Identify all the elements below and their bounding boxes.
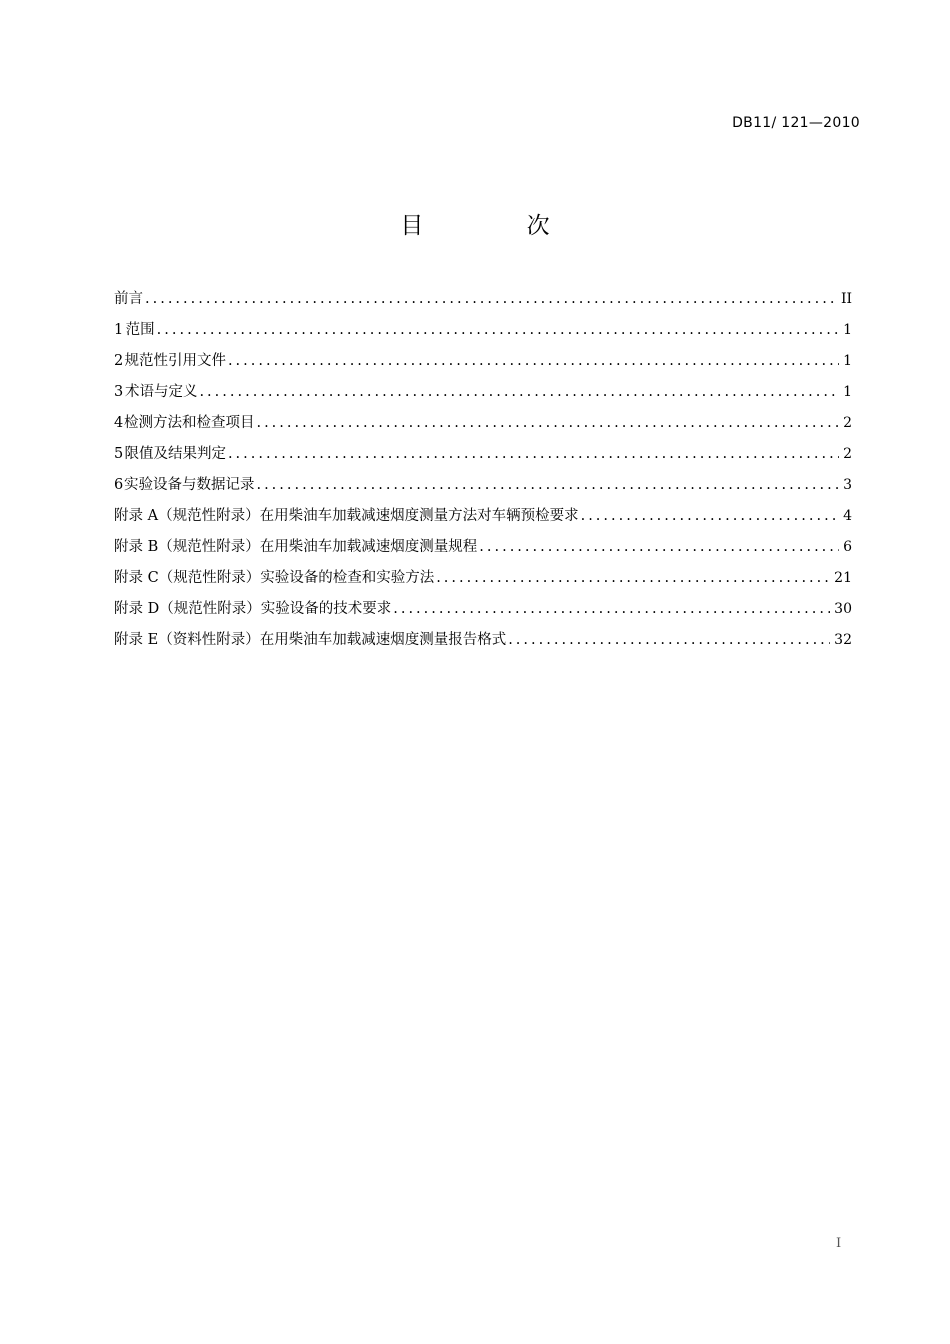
toc-entry-page: 21 (834, 570, 852, 586)
toc-entry-appendix[interactable] (114, 535, 852, 566)
toc-entry-page: 2 (843, 415, 852, 431)
toc-entry-appendix[interactable] (114, 504, 852, 535)
toc-entry-label: 在用柴油车加载减速烟度测量报告格式 (259, 632, 507, 648)
toc-entry-page: 6 (843, 539, 852, 555)
toc-entry-page: II (840, 291, 852, 307)
appendix-prefix: 附录 B（规范性附录） (114, 539, 260, 555)
appendix-prefix: 附录 C（规范性附录） (114, 570, 261, 586)
toc-entry-label: 范围 (125, 322, 155, 338)
toc-entry[interactable] (114, 318, 852, 349)
toc-entry-page: 4 (843, 508, 852, 524)
toc-entry-label: 检测方法和检查项目 (123, 415, 255, 431)
toc-entry-label: 限值及结果判定 (124, 446, 226, 462)
toc-leader-dots (228, 442, 839, 466)
toc-leader-dots (393, 597, 830, 621)
toc-leader-dots (256, 473, 839, 497)
toc-entry-number: 3 (114, 384, 124, 400)
document-code: DB11/ 121—2010 (732, 115, 860, 131)
toc-entry-label: 实验设备的技术要求 (260, 601, 392, 617)
appendix-prefix: 附录 E（资料性附录） (114, 632, 260, 648)
toc-entry-page: 32 (834, 632, 852, 648)
toc-leader-dots (157, 318, 839, 342)
toc-entry-page: 1 (843, 384, 852, 400)
toc-entry-label: 在用柴油车加载减速烟度测量方法对车辆预检要求 (259, 508, 579, 524)
toc-entry-appendix[interactable] (114, 566, 852, 597)
toc-entry-page: 1 (843, 353, 852, 369)
toc-entry[interactable] (114, 349, 852, 380)
toc-entry-number: 6 (114, 477, 124, 493)
toc-entry-label: 实验设备与数据记录 (123, 477, 255, 493)
page-title: 目 次 (400, 213, 598, 239)
toc-entry[interactable] (114, 473, 852, 504)
toc-leader-dots (145, 287, 837, 311)
toc-entry-label: 在用柴油车加载减速烟度测量规程 (259, 539, 478, 555)
toc-leader-dots (199, 380, 839, 404)
toc-leader-dots (581, 504, 839, 528)
toc-entry-page: 30 (834, 601, 852, 617)
page-number: I (836, 1236, 842, 1251)
toc-leader-dots (228, 349, 839, 373)
toc-entry-number: 1 (114, 322, 124, 338)
appendix-prefix: 附录 A（规范性附录） (114, 508, 260, 524)
table-of-contents (114, 287, 852, 659)
toc-entry-appendix[interactable] (114, 597, 852, 628)
toc-leader-dots (436, 566, 830, 590)
toc-entry-label: 规范性引用文件 (124, 353, 226, 369)
toc-entry-page: 3 (843, 477, 852, 493)
toc-entry[interactable] (114, 411, 852, 442)
toc-entry-page: 1 (843, 322, 852, 338)
toc-leader-dots (256, 411, 839, 435)
toc-leader-dots (479, 535, 839, 559)
toc-entry-page: 2 (843, 446, 852, 462)
toc-entry-number: 5 (114, 446, 124, 462)
toc-entry-appendix[interactable] (114, 628, 852, 659)
toc-entry[interactable] (114, 287, 852, 318)
toc-entry[interactable] (114, 442, 852, 473)
toc-leader-dots (508, 628, 830, 652)
toc-entry-number: 4 (114, 415, 124, 431)
toc-entry-label: 术语与定义 (124, 384, 198, 400)
appendix-prefix: 附录 D（规范性附录） (114, 601, 261, 617)
toc-entry-label: 前言 (114, 291, 143, 307)
toc-entry[interactable] (114, 380, 852, 411)
toc-entry-number: 2 (114, 353, 124, 369)
toc-entry-label: 实验设备的检查和实验方法 (260, 570, 435, 586)
